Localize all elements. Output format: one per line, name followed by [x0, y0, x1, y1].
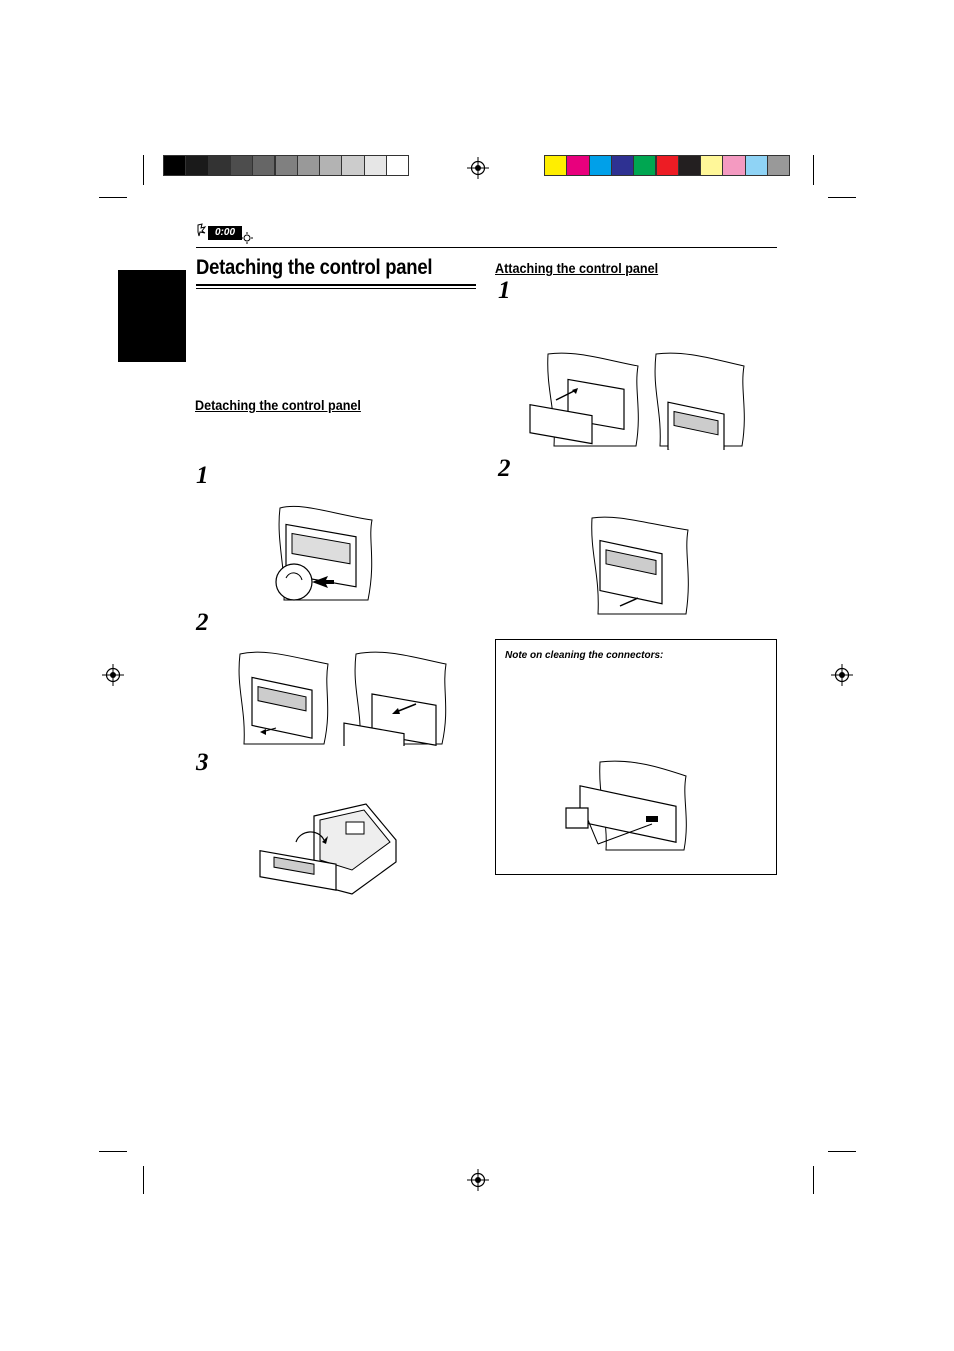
crop-mark: [143, 1166, 144, 1194]
registration-mark-icon: [831, 664, 853, 686]
crop-mark: [99, 1151, 127, 1152]
calibration-swatch: [544, 155, 567, 176]
calibration-swatch: [745, 155, 768, 176]
title-underline: [196, 284, 476, 286]
registration-mark-icon: [467, 157, 489, 179]
calibration-swatch: [364, 155, 387, 176]
crop-mark: [813, 155, 814, 185]
title-underline-thin: [196, 288, 476, 289]
calibration-swatch: [230, 155, 253, 176]
detach-step-1-illustration: [272, 500, 382, 602]
calibration-swatch: [700, 155, 723, 176]
calibration-swatch: [656, 155, 679, 176]
attach-step-1-number: 1: [498, 277, 511, 304]
calibration-swatch: [275, 155, 298, 176]
detach-step-3-illustration: [256, 800, 402, 898]
detach-step-2-number: 2: [196, 609, 209, 636]
attach-step-2-illustration: [588, 514, 698, 616]
calibration-swatch: [386, 155, 409, 176]
crop-mark: [143, 155, 144, 185]
calibration-swatch: [633, 155, 656, 176]
crop-mark: [813, 1166, 814, 1194]
calibration-swatch: [185, 155, 208, 176]
clock-display: [208, 226, 242, 240]
calibration-swatch: [319, 155, 342, 176]
cleaning-note-title: Note on cleaning the connectors:: [505, 650, 664, 661]
detach-step-3-number: 3: [196, 749, 209, 776]
calibration-swatch: [767, 155, 790, 176]
attach-subheading: Attaching the control panel: [495, 260, 659, 276]
connector-cleaning-illustration: [562, 758, 690, 854]
registration-mark-icon: [102, 664, 124, 686]
language-tab: [118, 270, 186, 362]
calibration-swatch: [341, 155, 364, 176]
registration-mark-icon: [467, 1169, 489, 1191]
attach-step-2-number: 2: [498, 455, 511, 482]
clock-icon: [196, 222, 254, 244]
crop-mark: [828, 1151, 856, 1152]
calibration-swatch: [566, 155, 589, 176]
page-title: Detaching the control panel: [196, 256, 433, 279]
calibration-swatch: [589, 155, 612, 176]
calibration-swatch: [297, 155, 320, 176]
calibration-swatch: [252, 155, 275, 176]
calibration-swatch: [611, 155, 634, 176]
crop-mark: [99, 197, 127, 198]
clock-time-text: 0:00: [214, 227, 235, 238]
header-rule: [196, 247, 777, 248]
calibration-swatch: [208, 155, 231, 176]
detach-subheading: Detaching the control panel: [195, 397, 361, 413]
detach-step-1-number: 1: [196, 462, 209, 489]
attach-step-1-illustration: [526, 350, 748, 450]
crop-mark: [828, 197, 856, 198]
calibration-swatch: [722, 155, 745, 176]
calibration-swatch: [678, 155, 701, 176]
calibration-swatch: [163, 155, 186, 176]
detach-step-2-illustration: [236, 648, 450, 746]
